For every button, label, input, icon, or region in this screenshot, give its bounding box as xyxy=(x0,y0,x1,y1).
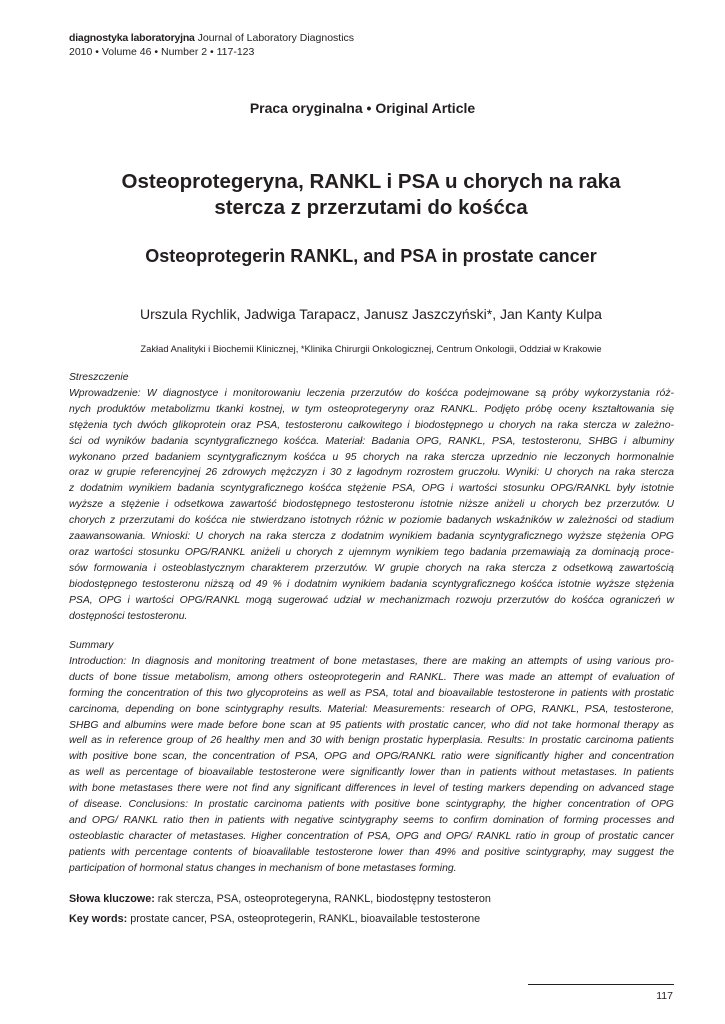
title-polish xyxy=(70,169,672,221)
abstract-english-line: forming the concentration of this two glycoproteins as well as PSA, total and bioavailable testosterone in patients with prostatic xyxy=(69,687,674,699)
journal-name-en: Journal of Laboratory Diagnostics xyxy=(197,32,355,44)
abstract-polish-line: stężenia tych dwóch glikoprotein oraz PSA, testosteronu całkowitego i biodostępnego u chorych na raka stercza w zależno- xyxy=(69,419,674,431)
abstract-polish-line: z dodatnim wynikiem badania scyntygraficznego kośćca stężenie PSA, OPG i wartości stosunku OPG/RANKL były istotnie xyxy=(69,483,674,495)
abstract-english-line: Introduction: In diagnosis and monitoring treatment of bone metastases, there are making an attempts of using various pro- xyxy=(69,655,674,667)
abstract-english-line: osteoblastic character of metastases. Higher concentration of PSA, OPG and OPG/ RANKL ratio in group of prostatic cancer xyxy=(69,830,674,842)
abstract-polish xyxy=(69,370,674,625)
keywords-english-text: prostate cancer, PSA, osteoprotegerin, RANKL, bioavailable testosterone xyxy=(127,913,481,925)
abstract-english-line: and OPG/ RANKL ratio then in patients with negative scintygraphy seems to confirm domination of forming processes and xyxy=(69,814,674,826)
journal-name-pl: diagnostyka laboratoryjna xyxy=(69,32,195,44)
abstract-english-line: carcinoma, depending on bone scintygraphy results. Material: Measurements: research of OPG, RANKL, PSA, testosterone, xyxy=(69,703,674,715)
keywords-english xyxy=(69,913,674,925)
title-english: Osteoprotegerin RANKL, and PSA in prostate cancer xyxy=(145,246,597,266)
abstract-polish-line: ści od wyników badania scyntygraficznego kośćca. Materiał: Badania OPG, RANKL, PSA, testosteronu, SHBG i albuminy xyxy=(69,435,674,447)
abstract-polish-line: chorych z przerzutami do kośćca nie stwierdzano istotnych różnic w poziomie badanych wskaźników w zależności od stadium xyxy=(69,515,674,527)
affiliation: Zakład Analityki i Biochemii Klinicznej, *Klinika Chirurgii Onkologicznej, Centrum Onkologii, Oddział w Krakowie xyxy=(140,343,602,354)
abstract-polish-line: wyższe a stężenie i odsetkowa zawartość biodostępnego testosteronu istotnie niższe aniżeli u chorych bez przerzutów. U xyxy=(69,499,674,511)
abstract-polish-line: zaawansowania. Wnioski: U chorych na raka stercza z dodatnim wynikiem badania scyntygraficznego wyższe stężenia OPG xyxy=(69,531,674,543)
abstract-polish-line: Wprowadzenie: W diagnostyce i monitorowaniu leczenia przerzutów do kośćca podejmowane są próby wykorzystania róż- xyxy=(69,387,674,399)
abstract-polish-line: oraz wartości stosunku OPG/RANKL aniżeli u chorych z ujemnym wynikiem tego badania przemawiają za dominacją proce- xyxy=(69,546,674,558)
abstract-polish-line: biodostępnego testosteronu niższą od 49 % i dodatnim wynikiem badania scyntygraficznego kośćca istotnie wyższe stężenia xyxy=(69,578,674,590)
abstract-english-line: patients with percentage contents of bioavalilable testosterone lower than 49% and positive scintygraphy, may suggest the xyxy=(69,846,674,858)
abstract-english-line: ducts of bone tissue metabolism, among others osteoprotegerin and RANKL. There was made an attempt of evaluation of xyxy=(69,671,674,683)
abstract-english-line: participation of hormonal status changes in mechanism of bone metastases forming. xyxy=(69,862,457,874)
abstract-english-line: well as in reference group of 26 healthy men and 30 with benign prostatic hyperplasia. Results: In prostatic carcinoma patients xyxy=(69,735,674,747)
abstract-polish-line: PSA, OPG i wartości OPG/RANKL mogą sugerować udział w mechanizmach rozwoju przerzutów do kośćca ograniczeń w xyxy=(69,594,674,606)
abstract-polish-line: dostępności testosteronu. xyxy=(69,610,188,622)
abstract-polish-body xyxy=(69,386,674,625)
article-type-label: Praca oryginalna • Original Article xyxy=(249,100,476,116)
abstract-english-body xyxy=(69,654,674,877)
journal-header xyxy=(69,31,354,59)
abstract-english-line: SHBG and albumins were made before bone scan at 95 patients with prostatic cancer, who did not take hormonal therapy as xyxy=(69,719,674,731)
keywords-polish-label: Słowa kluczowe: xyxy=(69,893,155,905)
page-number: 117 xyxy=(656,990,673,1002)
author-list: Urszula Rychlik, Jadwiga Tarapacz, Janusz Jaszczyński*, Jan Kanty Kulpa xyxy=(140,306,602,322)
title-polish-line-2: stercza z przerzutami do kośćca xyxy=(214,196,528,219)
abstract-english-heading: Summary xyxy=(69,640,114,651)
issue-info: 2010 • Volume 46 • Number 2 • 117-123 xyxy=(69,46,255,58)
keywords-english-label: Key words: xyxy=(69,913,128,925)
abstract-english xyxy=(69,638,674,877)
abstract-english-line: as well as percentage of bioavailable testosterone were significantly lower than in patients without metastases. In patients xyxy=(69,767,674,779)
title-polish-line-1: Osteoprotegeryna, RANKL i PSA u chorych na raka xyxy=(121,170,621,193)
abstract-polish-heading: Streszczenie xyxy=(69,372,129,383)
abstract-english-line: of disease. Conclusions: In prostatic carcinoma patients with positive bone scintygraphy, the higher concentration of OPG xyxy=(69,799,674,811)
keywords-polish xyxy=(69,893,674,905)
abstract-polish-line: sów formowania i osteoblastycznym charakterem przerzutów. W grupie chorych na raka stercza z odsetkową zawartością xyxy=(69,562,674,574)
abstract-english-line: with positive bone scan, the concentration of PSA, OPG and OPG/RANKL ratio were significantly higher and concentration xyxy=(69,751,674,763)
abstract-polish-line: wykonano przed badaniem scyntygraficznym kośćca u 95 chorych na raka stercza uprzednio nie leczonych hormonalnie xyxy=(69,451,674,463)
footer-divider xyxy=(528,984,674,985)
abstract-polish-line: nych produktów metabolizmu tkanki kostnej, w tym osteoprotegeryny oraz RANKL. Podjęto próbę oceny kształtowania się xyxy=(69,403,674,415)
keywords-polish-text: rak stercza, PSA, osteoprotegeryna, RANKL, biodostępny testosteron xyxy=(154,893,491,905)
abstract-polish-line: oraz w grupie referencyjnej 26 zdrowych mężczyzn i 30 z łagodnym rozrostem gruczołu. Wyniki: U chorych na raka stercza xyxy=(69,467,674,479)
abstract-english-line: with bone metastases there were not find any significant differences in level of testing markers depending on advanced stage xyxy=(69,783,674,795)
